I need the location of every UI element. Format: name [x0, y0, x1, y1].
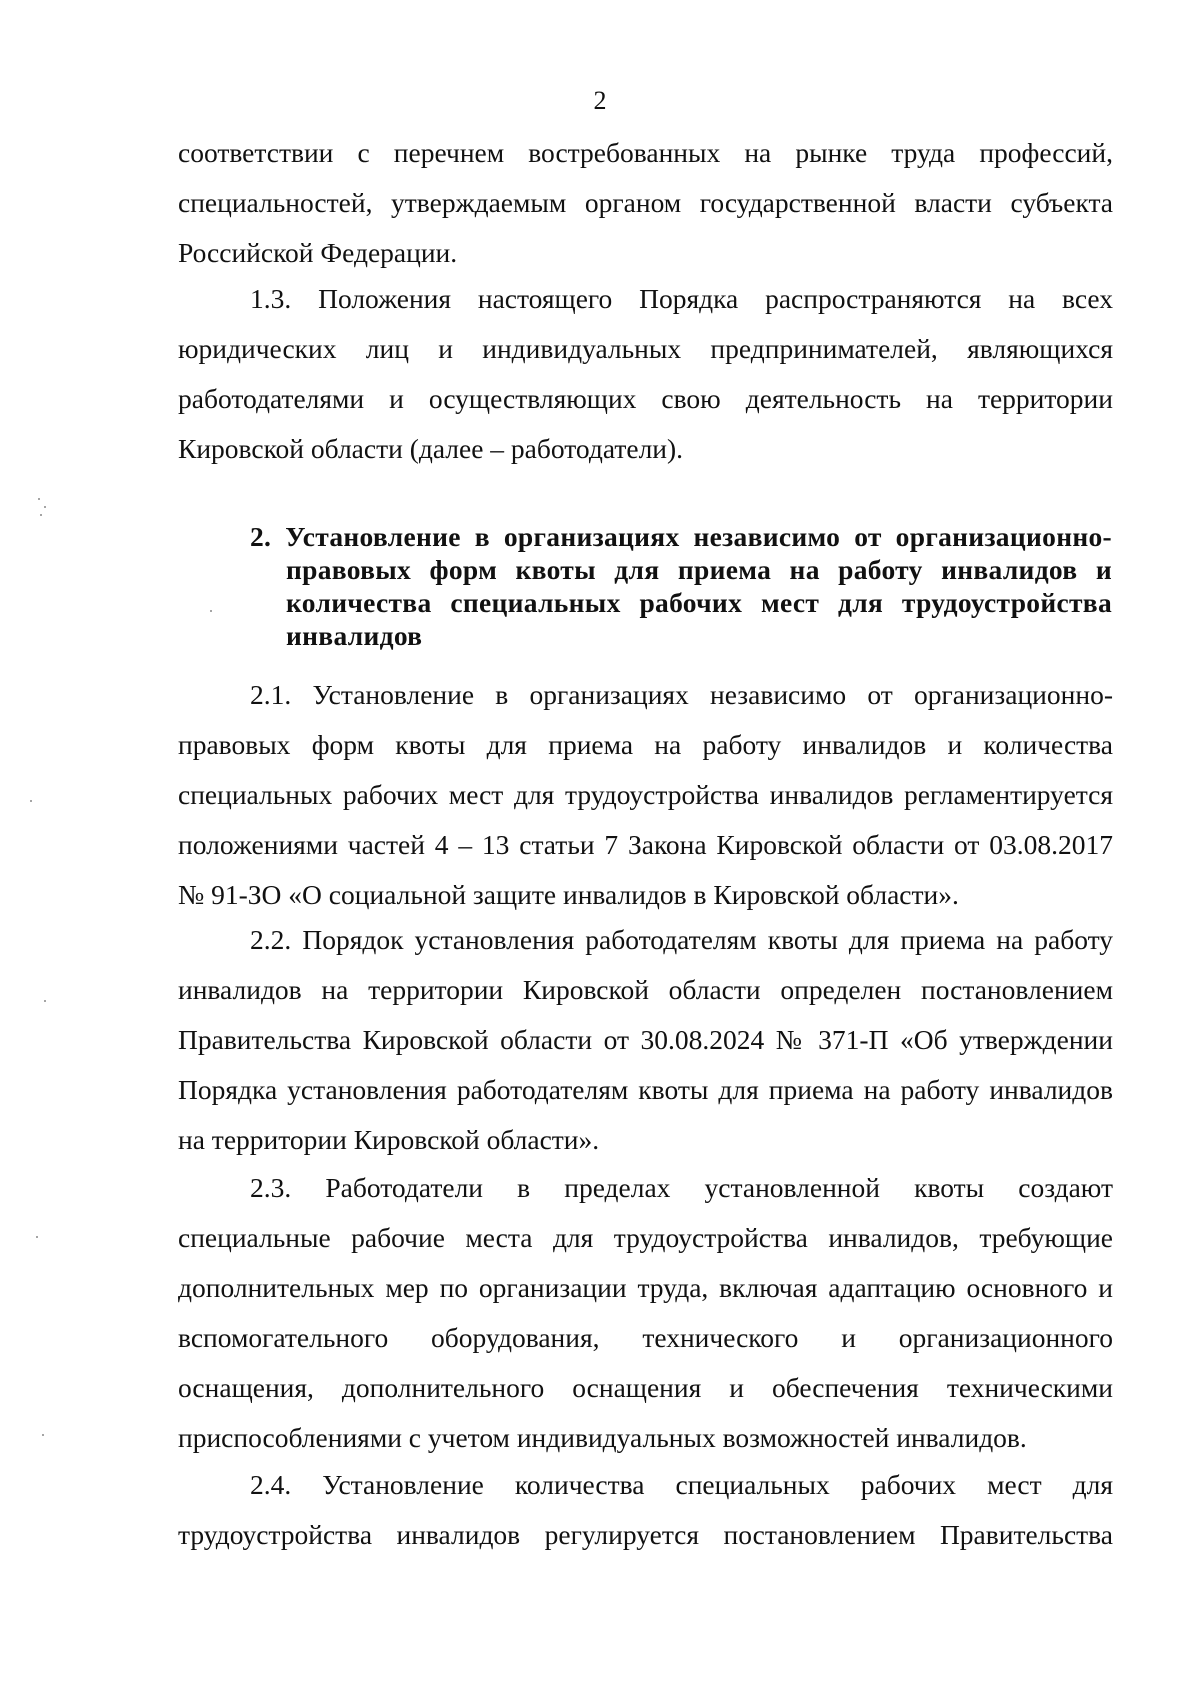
- scan-speck: [42, 1434, 44, 1436]
- text-line: 2.1. Установление в организациях независимо от организационно-: [250, 679, 1113, 710]
- scan-speck: [44, 506, 46, 508]
- paragraph-1-3: [178, 274, 1113, 474]
- heading-line: 2. Установление в организациях независимо от организационно-: [250, 521, 1112, 552]
- scan-speck: [30, 800, 32, 802]
- text-line: специальностей, утверждаемым органом государственной власти субъекта: [178, 187, 1113, 218]
- text-line: оснащения, дополнительного оснащения и обеспечения техническими: [178, 1372, 1113, 1403]
- scan-speck: [38, 498, 40, 500]
- paragraph-2-4: [178, 1460, 1113, 1560]
- text-line: Кировской области (далее – работодатели).: [178, 433, 684, 464]
- scan-speck: [40, 514, 42, 516]
- heading-line: количества специальных рабочих мест для трудоустройства: [286, 587, 1112, 618]
- text-line: дополнительных мер по организации труда, включая адаптацию основного и: [178, 1272, 1113, 1303]
- text-line: Российской Федерации.: [178, 237, 458, 268]
- text-line: 2.3. Работодатели в пределах установленной квоты создают: [250, 1172, 1113, 1203]
- text-line: Порядка установления работодателям квоты для приема на работу инвалидов: [178, 1074, 1113, 1105]
- paragraph-2-3: [178, 1163, 1113, 1463]
- text-line: 2.4. Установление количества специальных рабочих мест для: [250, 1469, 1113, 1500]
- text-line: вспомогательного оборудования, технического и организационного: [178, 1322, 1113, 1353]
- text-line: 2.2. Порядок установления работодателям квоты для приема на работу: [250, 924, 1113, 955]
- heading-line: инвалидов: [286, 620, 423, 651]
- paragraph-2-1: [178, 670, 1113, 920]
- paragraph-2-2: [178, 915, 1113, 1165]
- text-line: положениями частей 4 – 13 статьи 7 Закона Кировской области от 03.08.2017: [178, 829, 1113, 860]
- text-line: № 91-ЗО «О социальной защите инвалидов в Кировской области».: [178, 879, 959, 910]
- section-heading-2: [250, 520, 1112, 652]
- text-line: на территории Кировской области».: [178, 1124, 600, 1155]
- text-line: специальных рабочих мест для трудоустройства инвалидов регламентируется: [178, 779, 1113, 810]
- text-line: юридических лиц и индивидуальных предпринимателей, являющихся: [178, 333, 1113, 364]
- text-line: Правительства Кировской области от 30.08.2024 № 371-П «Об утверждении: [178, 1024, 1113, 1055]
- text-line: инвалидов на территории Кировской области определен постановлением: [178, 974, 1113, 1005]
- text-line: специальные рабочие места для трудоустройства инвалидов, требующие: [178, 1222, 1113, 1253]
- text-line: приспособлениями с учетом индивидуальных возможностей инвалидов.: [178, 1422, 1027, 1453]
- scan-speck: [36, 1236, 38, 1238]
- text-line: соответствии с перечнем востребованных на рынке труда профессий,: [178, 137, 1113, 168]
- text-line: трудоустройства инвалидов регулируется постановлением Правительства: [178, 1519, 1113, 1550]
- text-line: работодателями и осуществляющих свою деятельность на территории: [178, 383, 1113, 414]
- heading-line: правовых форм квоты для приема на работу инвалидов и: [286, 554, 1112, 585]
- paragraph-continuation: [178, 128, 1113, 278]
- page-number: 2: [593, 86, 607, 115]
- text-line: 1.3. Положения настоящего Порядка распространяются на всех: [250, 283, 1113, 314]
- scan-speck: [44, 1000, 46, 1002]
- text-line: правовых форм квоты для приема на работу инвалидов и количества: [178, 729, 1113, 760]
- scan-speck: [210, 610, 212, 612]
